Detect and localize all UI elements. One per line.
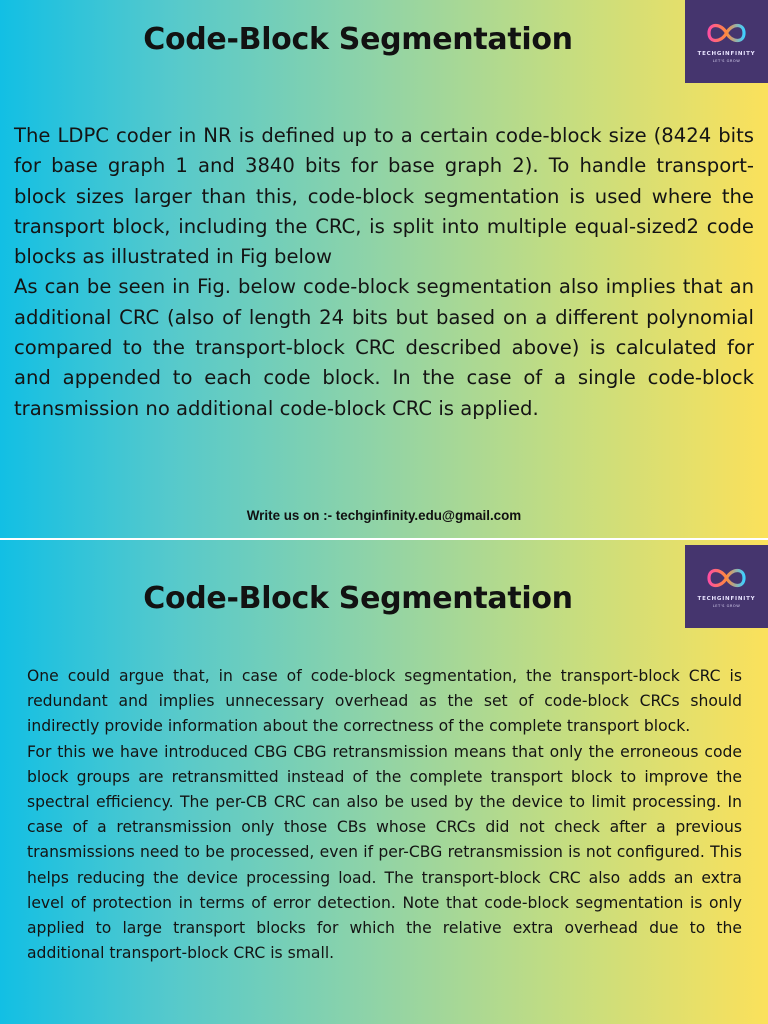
page-title: Code-Block Segmentation	[143, 22, 573, 57]
logo-name: TECHGINFINITY	[697, 596, 756, 602]
body-text	[14, 121, 754, 424]
body-text	[27, 664, 742, 966]
logo-name: TECHGINFINITY	[697, 51, 756, 57]
logo-tagline: LET'S GROW	[712, 604, 741, 608]
paragraph: One could argue that, in case of code-block segmentation, the transport-block CRC is redundant and implies unnecessary overhead as the set of code-block CRCs should indirectly provide information about the correctness of the complete transport block.	[27, 667, 742, 736]
bottom-panel	[0, 540, 768, 1024]
logo-tagline: LET'S GROW	[712, 59, 741, 63]
paragraph: For this we have introduced CBG CBG retransmission means that only the erroneous code block groups are retransmitted instead of the complete transport block to improve the spectral efficiency. The per-CB CRC can also be used by the device to limit processing. In case of a retransmission only those CBs whose CRCs did not check after a previous transmissions need to be processed, even if per-CBG retransmission is not configured. This helps reducing the device processing load. The transport-block CRC also adds an extra level of protection in terms of error detection. Note that code-block segmentation is only applied to large transport blocks for which the relative extra overhead due to the additional transport-block CRC is small.	[27, 742, 742, 963]
paragraph: As can be seen in Fig. below code-block segmentation also implies that an additional CRC (also of length 24 bits but based on a different polynomial compared to the transport-block CRC described above) is calculated for and appended to each code block. In the case of a single code-block transmission no additional code-block CRC is applied.	[14, 275, 754, 420]
contact-line: Write us on :- techginfinity.edu@gmail.com	[246, 508, 522, 523]
paragraph: The LDPC coder in NR is defined up to a certain code-block size (8424 bits for base graph 1 and 3840 bits for base graph 2). To handle transport-block sizes larger than this, code-block segmentation is used where the transport block, including the CRC, is split into multiple equal-sized2 code blocks as illustrated in Fig below	[14, 124, 754, 269]
page-title: Code-Block Segmentation	[143, 581, 573, 616]
